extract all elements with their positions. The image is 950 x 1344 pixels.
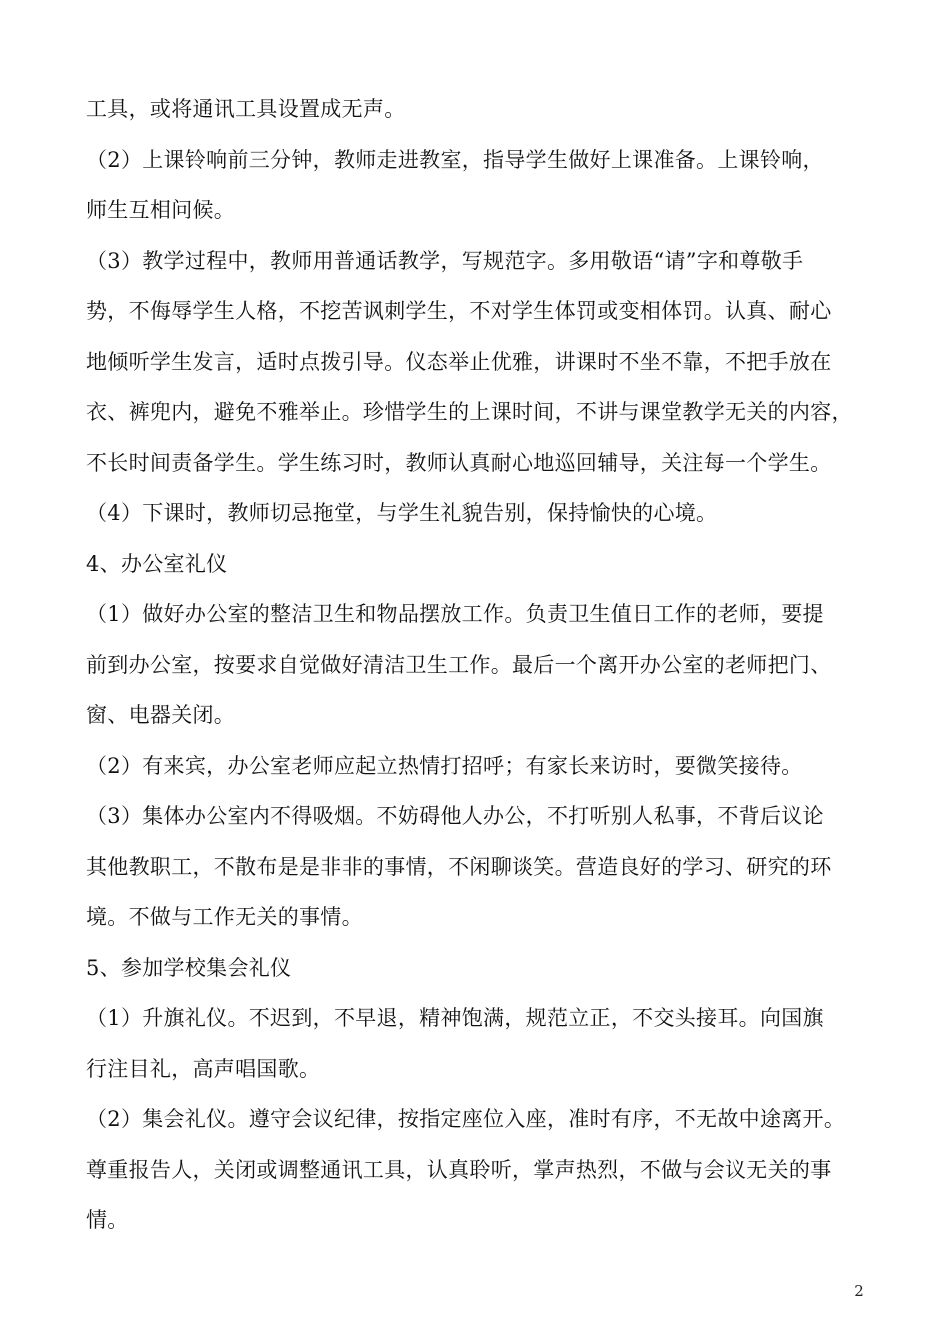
text-line: 不长时间责备学生。学生练习时，教师认真耐心地巡回辅导，关注每一个学生。 bbox=[86, 450, 832, 475]
text-line: （2）集会礼仪。遵守会议纪律，按指定座位入座，准时有序，不无故中途离开。 bbox=[86, 1107, 846, 1131]
text-line: （2）有来宾，办公室老师应起立热情打招呼；有家长来访时，要微笑接待。 bbox=[86, 753, 803, 778]
text-line: 势，不侮辱学生人格，不挖苦讽刺学生，不对学生体罚或变相体罚。认真、耐心 bbox=[86, 299, 832, 323]
document-body bbox=[86, 84, 871, 1246]
text-line: 窗、电器关闭。 bbox=[86, 703, 236, 727]
text-line: 地倾听学生发言，适时点拨引导。仪态举止优雅，讲课时不坐不靠，不把手放在 bbox=[86, 349, 832, 374]
text-line: 情。 bbox=[86, 1208, 129, 1232]
text-line: 工具，或将通讯工具设置成无声。 bbox=[86, 97, 406, 121]
text-line: （1）做好办公室的整洁卫生和物品摆放工作。负责卫生值日工作的老师，要提 bbox=[86, 602, 824, 626]
text-line: （3）集体办公室内不得吸烟。不妨碍他人办公，不打听别人私事，不背后议论 bbox=[86, 804, 824, 828]
section-heading: 5、参加学校集会礼仪 bbox=[86, 955, 292, 980]
text-line: 境。不做与工作无关的事情。 bbox=[86, 905, 363, 929]
text-line: 前到办公室，按要求自觉做好清洁卫生工作。最后一个离开办公室的老师把门、 bbox=[86, 652, 832, 677]
text-line: 其他教职工，不散布是是非非的事情，不闲聊谈笑。营造良好的学习、研究的环 bbox=[86, 854, 832, 879]
page-number: 2 bbox=[854, 1282, 864, 1300]
text-line: （3）教学过程中，教师用普通话教学，写规范字。多用敬语“请”字和尊敬手 bbox=[86, 248, 804, 273]
text-line: 行注目礼，高声唱国歌。 bbox=[86, 1056, 321, 1081]
text-line: 衣、裤兜内，避免不雅举止。珍惜学生的上课时间，不讲与课堂教学无关的内容， bbox=[86, 400, 853, 424]
text-line: （1）升旗礼仪。不迟到，不早退，精神饱满，规范立正，不交头接耳。向国旗 bbox=[86, 1006, 824, 1030]
text-line: 尊重报告人，关闭或调整通讯工具，认真聆听，掌声热烈，不做与会议无关的事 bbox=[86, 1157, 832, 1182]
text-line: 师生互相问候。 bbox=[86, 198, 236, 222]
section-heading: 4、办公室礼仪 bbox=[86, 551, 228, 576]
text-line: （4）下课时，教师切忌拖堂，与学生礼貌告别，保持愉快的心境。 bbox=[86, 501, 718, 525]
text-line: （2）上课铃响前三分钟，教师走进教室，指导学生做好上课准备。上课铃响， bbox=[86, 147, 824, 172]
